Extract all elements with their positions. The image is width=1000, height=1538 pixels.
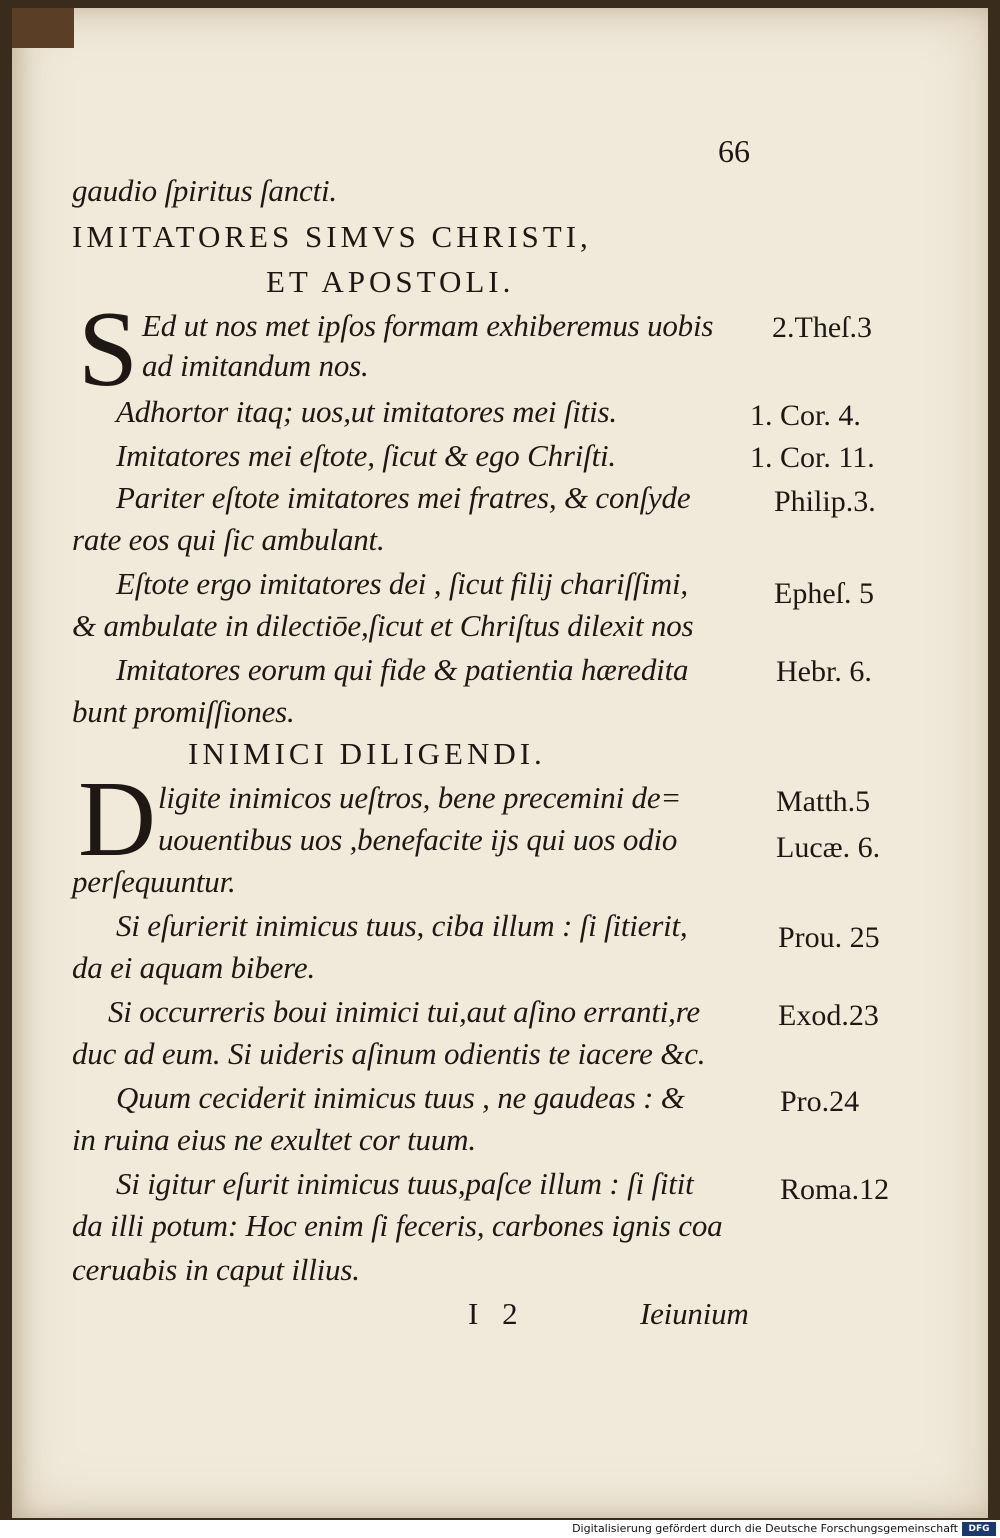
drop-cap: S	[78, 290, 139, 409]
text-line: ligite inimicos ueſtros, bene precemini de=	[158, 780, 682, 815]
text-line: Imitatores mei eſtote, ſicut & ego Chriſti.	[116, 438, 616, 473]
text-line: rate eos qui ſic ambulant.	[72, 522, 385, 557]
text-line: da ei aquam bibere.	[72, 950, 316, 985]
text-line: Pariter eſtote imitatores mei fratres, & conſyde	[116, 480, 691, 515]
text-line: in ruina eius ne exultet cor tuum.	[72, 1122, 476, 1157]
signature-mark: I 2	[468, 1296, 526, 1331]
text-line: da illi potum: Hoc enim ſi feceris, carbones ignis coa	[72, 1208, 723, 1243]
text-line: gaudio ſpiritus ſancti.	[72, 173, 337, 208]
text-line: ad imitandum nos.	[142, 348, 369, 383]
page-number: 66	[718, 133, 750, 169]
page-edge-tab	[12, 8, 74, 48]
text-line: Quum ceciderit inimicus tuus , ne gaudeas : &	[116, 1080, 685, 1115]
catchword: Ieiunium	[640, 1296, 749, 1331]
text-line: Eſtote ergo imitatores dei , ſicut filij chariſſimi,	[116, 566, 688, 601]
margin-reference: Epheſ. 5	[774, 577, 874, 610]
margin-reference: Hebr. 6.	[776, 655, 872, 688]
margin-reference: Matth.5	[776, 785, 871, 818]
section-heading: INIMICI DILIGENDI.	[188, 736, 546, 771]
footer-credit: Digitalisierung gefördert durch die Deutsche Forschungsgemeinschaft	[572, 1522, 958, 1535]
text-line: Si occurreris boui inimici tui,aut aſino erranti,re	[108, 994, 700, 1029]
drop-cap: D	[78, 760, 156, 879]
text-line: Si eſurierit inimicus tuus, ciba illum : ſi ſitierit,	[116, 908, 688, 943]
text-line: & ambulate in dilectiōe,ſicut et Chriſtus dilexit nos	[72, 608, 694, 643]
section-heading: ET APOSTOLI.	[266, 264, 515, 299]
text-line: uouentibus uos ,benefacite ijs qui uos odio	[158, 822, 678, 857]
text-line: Ed ut nos met ipſos formam exhiberemus uobis	[142, 308, 714, 343]
margin-reference: 1. Cor. 11.	[750, 441, 875, 474]
margin-reference: Philip.3.	[774, 485, 876, 518]
text-line: bunt promiſſiones.	[72, 694, 295, 729]
text-line: duc ad eum. Si uideris aſinum odientis te iacere &c.	[72, 1036, 706, 1071]
margin-reference: 2.Theſ.3	[772, 311, 872, 344]
margin-reference: Lucæ. 6.	[776, 831, 881, 864]
margin-reference: 1. Cor. 4.	[750, 399, 861, 432]
text-line: ceruabis in caput illius.	[72, 1252, 360, 1287]
dfg-logo: DFG	[962, 1522, 996, 1536]
margin-reference: Exod.23	[778, 999, 879, 1032]
margin-reference: Pro.24	[780, 1085, 860, 1118]
margin-reference: Prou. 25	[778, 921, 880, 954]
margin-reference: Roma.12	[780, 1173, 890, 1206]
section-heading: IMITATORES SIMVS CHRISTI,	[72, 219, 592, 254]
text-line: Adhortor itaq; uos,ut imitatores mei ſitis.	[116, 394, 617, 429]
text-line: Si igitur eſurit inimicus tuus,paſce illum : ſi ſitit	[116, 1166, 694, 1201]
book-page	[12, 8, 988, 1518]
text-line: Imitatores eorum qui fide & patientia hæredita	[116, 652, 689, 687]
text-line: perſequuntur.	[72, 864, 236, 899]
